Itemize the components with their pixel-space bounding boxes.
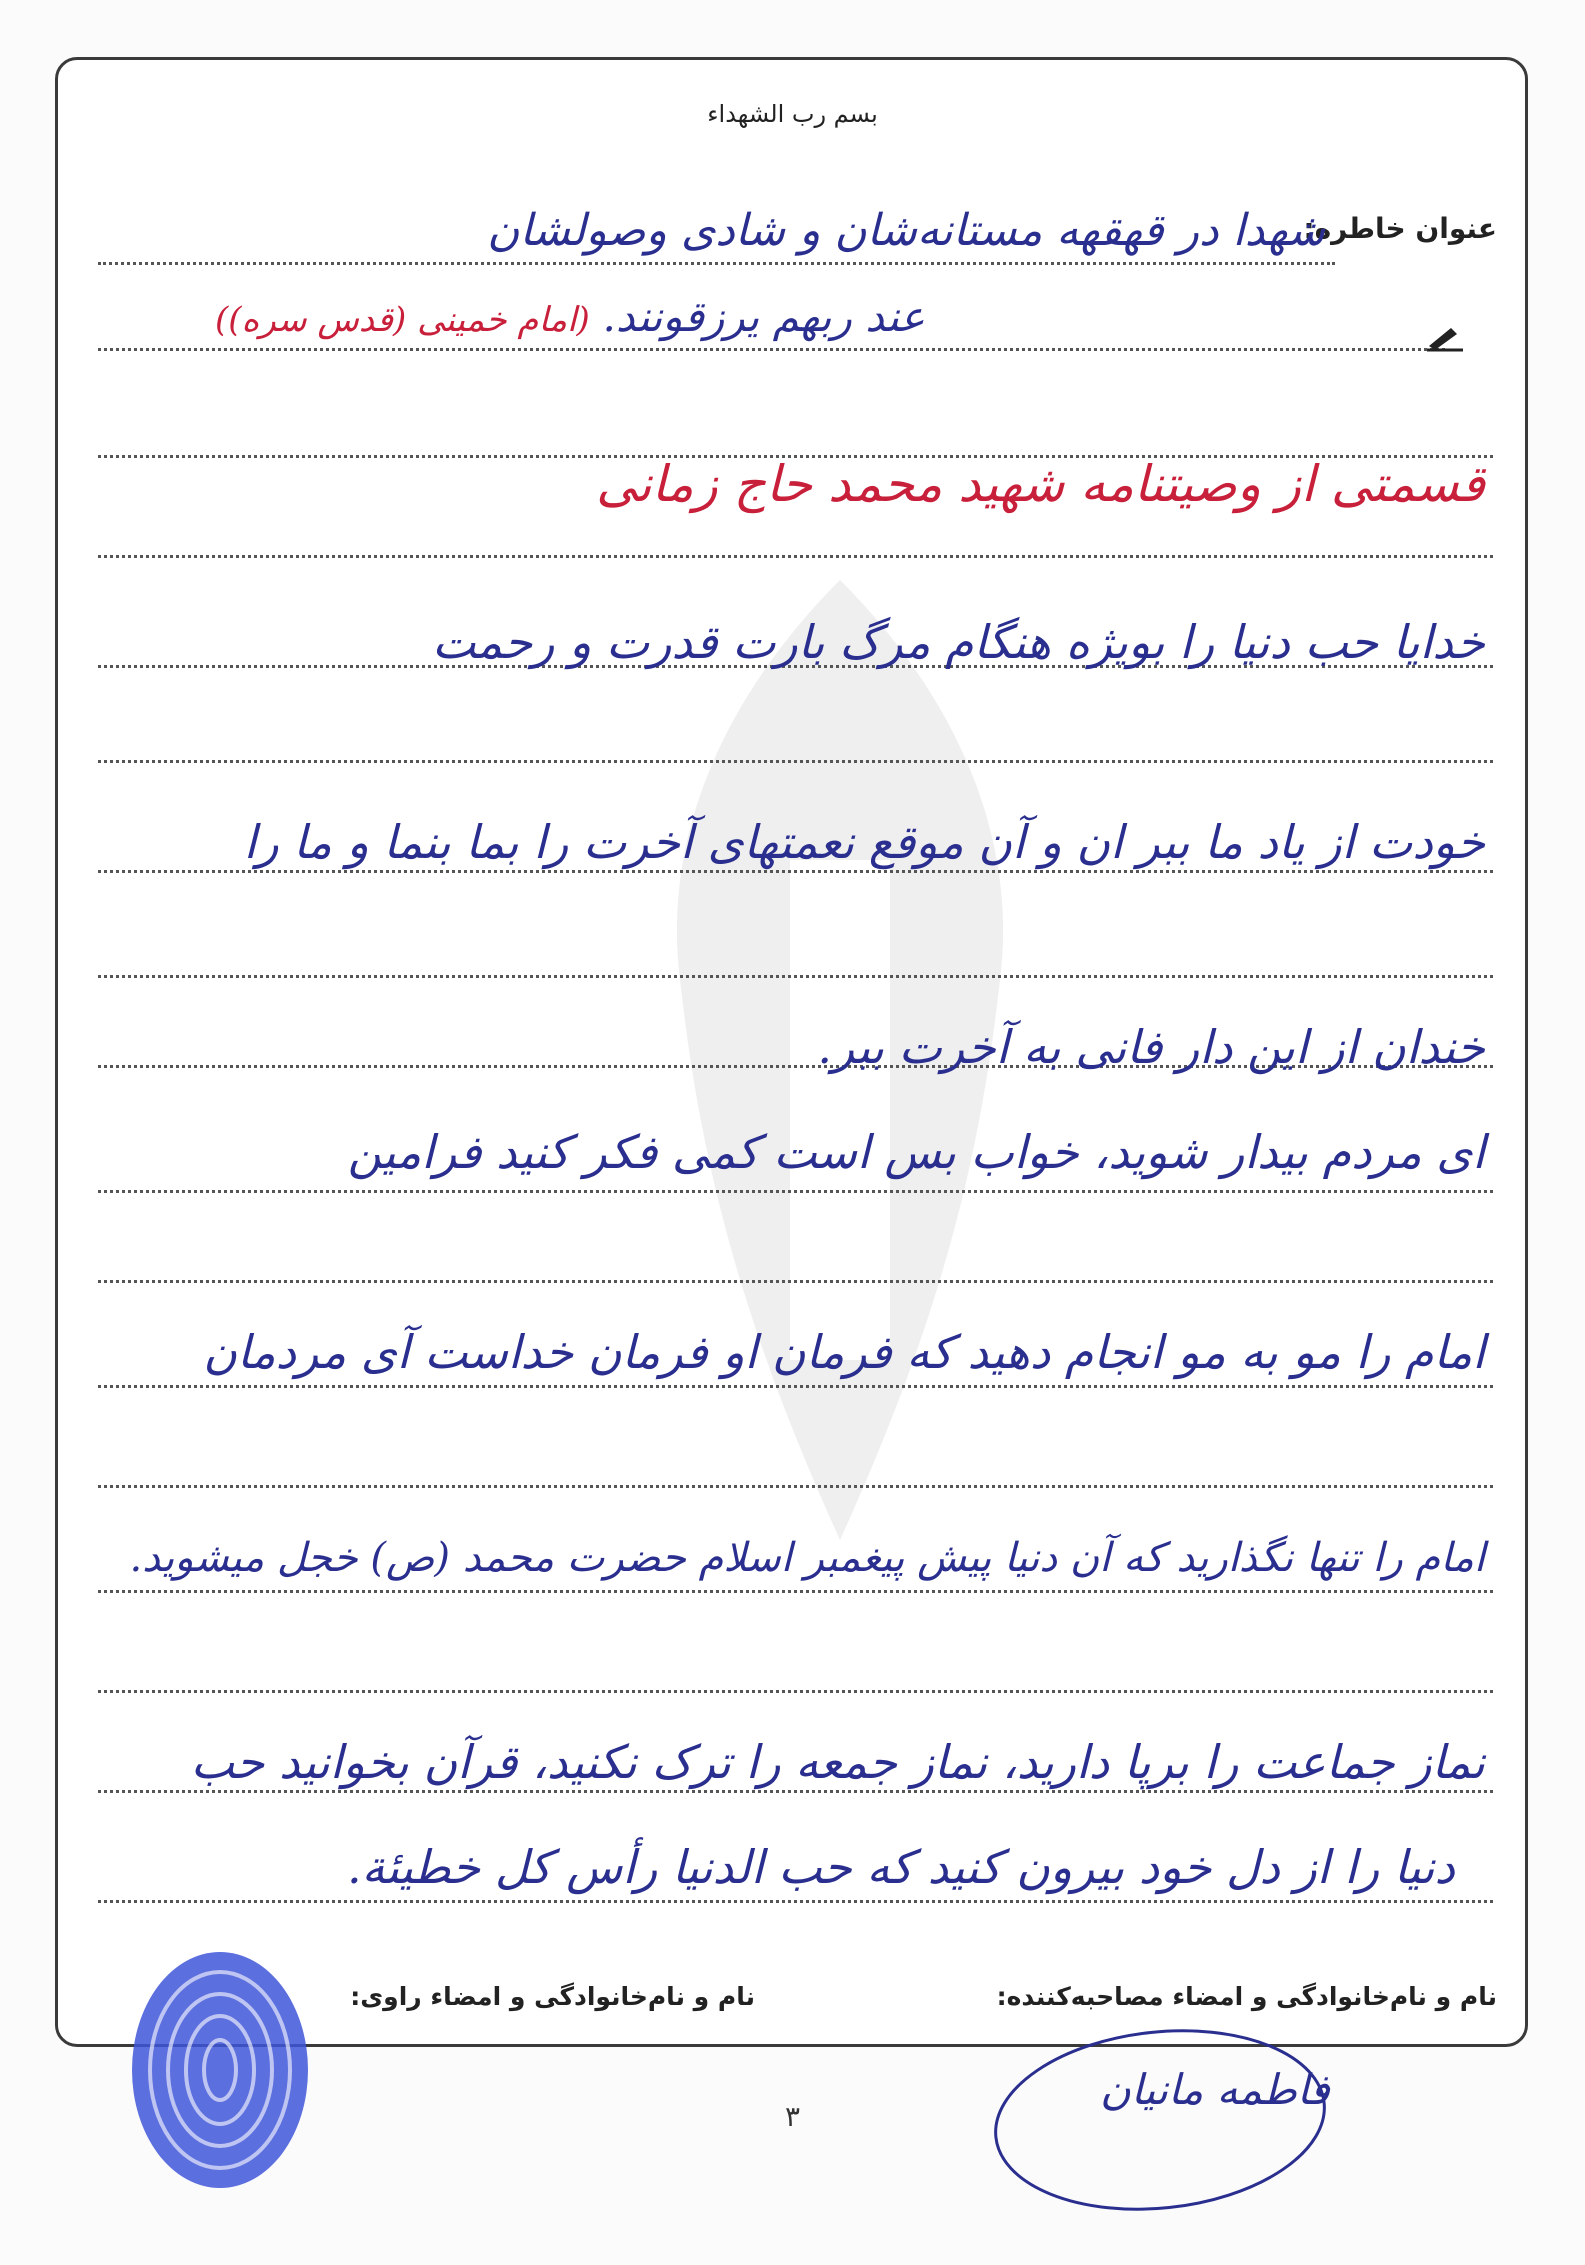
dotted-line [98,870,1493,873]
interviewer-signature-label: نام و نام‌خانوادگی و امضاء مصاحبه‌کننده: [996,1982,1497,2011]
memoir-title-line-1: شهدا در قهقهه مستانه‌شان و شادی وصولشان [487,205,1325,256]
narrator-signature-label: نام و نام‌خانوادگی و امضاء راوی: [350,1982,755,2011]
dotted-line [98,1385,1493,1388]
will-line-5: امام را مو به مو انجام دهید که فرمان او فرمان خداست آی مردمان [203,1325,1485,1379]
memoir-attribution: (امام خمینی (قدس سره)) [215,300,590,340]
memoir-title-label: عنوان خاطره: [1303,212,1497,245]
will-line-2: خودت از یاد ما ببر ان و آن موقع نعمتهای آخرت را بما بنما و ما را [243,815,1485,869]
signature-oval [985,2020,1340,2220]
dotted-line [98,1590,1493,1593]
signature: فاطمه مانیان [1100,2065,1330,2114]
dotted-line [98,1690,1493,1693]
will-line-4: ای مردم بیدار شوید، خواب بس است کمی فکر کنید فرامین [347,1125,1485,1179]
dotted-line [98,1190,1493,1193]
memoir-title-line-2: عند ربهم یرزقونند. [602,292,925,341]
dotted-line [98,975,1493,978]
dotted-line [98,1790,1493,1793]
dotted-line [98,760,1493,763]
dotted-line [98,1485,1493,1488]
will-line-8: دنیا را از دل خود بیرون کنید که حب الدنیا رأس کل خطیئة. [347,1840,1455,1894]
dotted-line [98,555,1493,558]
pen-icon [1425,320,1465,352]
will-line-6: امام را تنها نگذارید که آن دنیا پیش پیغمبر اسلام حضرت محمد (ص) خجل میشوید. [129,1535,1485,1581]
dotted-line [98,348,1445,351]
dotted-line [98,1900,1493,1903]
dotted-line [98,262,1335,265]
bismillah-header: بسم رب الشهداء [707,100,878,128]
will-line-3: خندان از این دار فانی به آخرت ببر. [817,1020,1485,1074]
will-line-1: خدایا حب دنیا را بویژه هنگام مرگ بارت قدرت و رحمت [432,615,1485,669]
fingerprint-stamp [120,1945,320,2195]
page-number: ۳ [785,2100,801,2133]
will-heading: قسمتی از وصیتنامه شهید محمد حاج زمانی [596,455,1485,513]
will-line-7: نماز جماعت را برپا دارید، نماز جمعه را ترک نکنید، قرآن بخوانید حب [190,1735,1485,1789]
dotted-line [98,1280,1493,1283]
